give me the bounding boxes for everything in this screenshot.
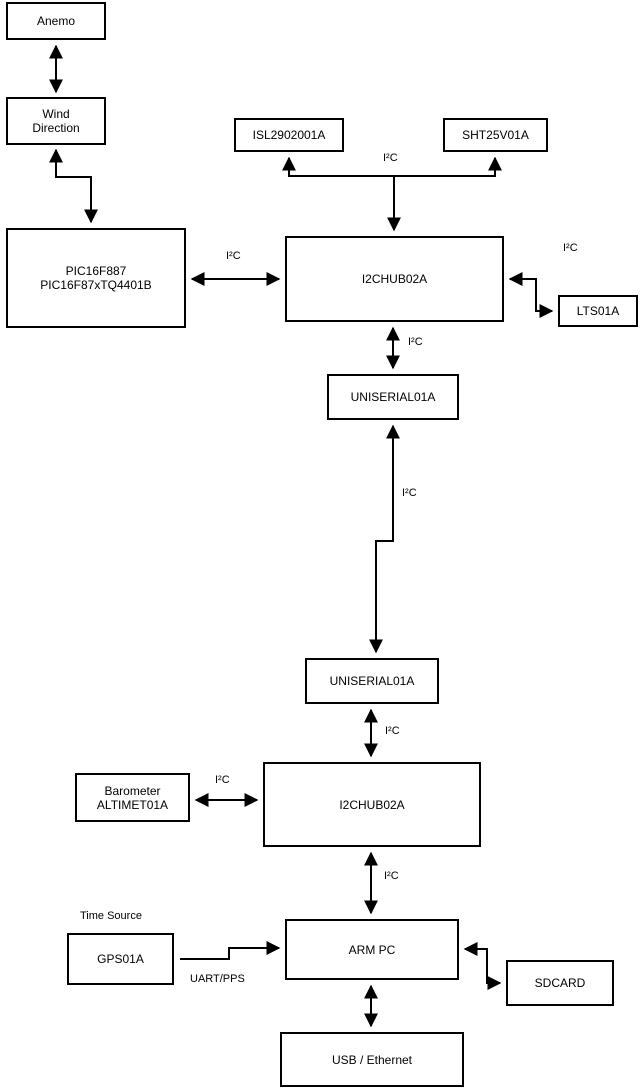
node-wind-direction[interactable] [6,97,106,145]
node-gps01a[interactable] [67,933,174,985]
node-uniserial01a-bottom[interactable] [305,658,439,704]
edge-hub1-sht [394,158,495,176]
node-usb-ethernet[interactable] [280,1032,464,1087]
node-sdcard[interactable] [506,960,614,1006]
edge-winddir-pic [56,150,91,222]
edge-label-i2c-uniserial-link: I²C [402,487,417,499]
node-lts01a[interactable] [558,295,638,327]
node-gps01a-label: GPS01A [97,952,144,966]
node-pic-mcu-label2: PIC16F87xTQ4401B [40,278,152,292]
node-barometer[interactable] [75,773,190,822]
edge-label-i2c-uniserial-hub: I²C [385,725,400,737]
node-pic-mcu[interactable] [6,228,186,328]
edge-label-uart-pps: UART/PPS [190,973,245,985]
node-uniserial01a-top-label: UNISERIAL01A [350,390,436,404]
node-sht25v01a-label: SHT25V01A [462,128,529,142]
edge-label-i2c-pic-hub: I²C [226,250,241,262]
node-wind-direction-label2: Direction [32,121,80,135]
edge-label-time-source: Time Source [80,910,142,922]
node-barometer-label: Barometer [104,783,161,798]
node-i2chub02a-bottom[interactable] [263,762,481,847]
node-sht25v01a[interactable] [443,118,548,152]
node-wind-direction-label: Wind [42,107,70,121]
node-uniserial01a-bottom-label: UNISERIAL01A [329,674,415,688]
edge-label-i2c-top: I²C [383,152,398,164]
node-i2chub02a-bottom-label: I2CHUB02A [339,797,405,812]
node-arm-pc[interactable] [285,919,459,980]
node-sdcard-label: SDCARD [534,976,586,990]
node-anemo[interactable] [6,2,106,40]
node-i2chub02a-top-label: I2CHUB02A [361,272,428,286]
node-arm-pc-label: ARM PC [348,942,396,957]
edge-label-i2c-lts: I²C [563,242,578,254]
edge-label-i2c-hub-armpc: I²C [384,870,399,882]
node-lts01a-label: LTS01A [576,304,620,318]
node-anemo-label: Anemo [36,14,76,28]
edge-armpc-sdcard [465,949,500,983]
node-pic-mcu-label: PIC16F887 [65,264,127,278]
node-usb-ethernet-label: USB / Ethernet [331,1052,413,1067]
node-isl2902001a[interactable] [234,118,344,152]
edge-gps-armpc [180,948,279,959]
node-barometer-label2: ALTIMET01A [96,797,169,812]
edge-hub1-isl [289,158,394,230]
edge-hub1-lts [510,279,552,311]
edge-label-i2c-barometer-hub: I²C [215,774,230,786]
node-isl2902001a-label: ISL2902001A [252,128,326,142]
edge-label-i2c-hub-uniserial: I²C [408,336,423,348]
node-i2chub02a-top[interactable] [285,236,504,322]
node-uniserial01a-top[interactable] [327,374,459,420]
edge-uniserial1-uniserial2 [376,426,393,652]
